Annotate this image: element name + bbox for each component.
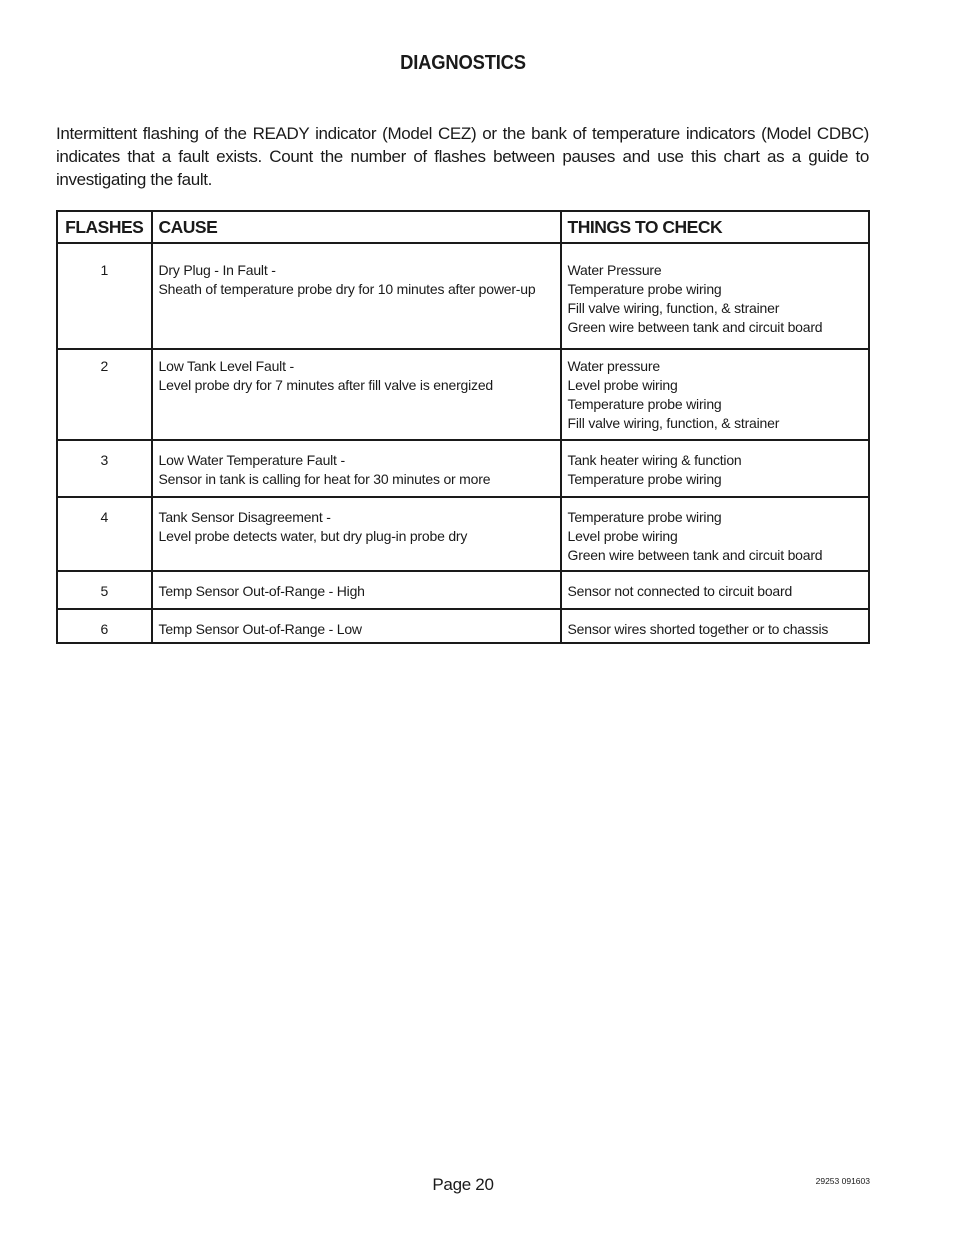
check-cell [561,440,869,497]
cause-line: Sensor in tank is calling for heat for 30 minutes or more [158,471,491,487]
check-line: Temperature probe wiring [567,396,722,412]
check-line: Green wire between tank and circuit board [567,547,823,563]
flashes-cell [57,497,152,571]
flashes-cell [57,349,152,440]
table-row [57,349,869,440]
cause-cell [152,440,561,497]
cause-line: Tank Sensor Disagreement - [158,509,331,525]
check-line: Water Pressure [567,262,662,278]
check-line: Sensor not connected to circuit board [567,583,793,599]
header-things-to-check: THINGS TO CHECK [561,211,869,243]
page-title: DIAGNOSTICS [400,52,526,74]
cause-cell [152,571,561,609]
table-row [57,243,869,349]
table-header-row [57,211,869,243]
cause-line: Dry Plug - In Fault - [158,262,276,278]
flashes-cell [57,609,152,643]
cause-line: Level probe dry for 7 minutes after fill valve is energized [158,377,493,393]
check-line: Temperature probe wiring [567,281,722,297]
cause-line: Temp Sensor Out-of-Range - High [158,583,365,599]
check-line: Water pressure [567,358,660,374]
flashes-count: 4 [100,509,109,525]
header-flashes: FLASHES [57,211,152,243]
flashes-cell [57,243,152,349]
flashes-cell [57,440,152,497]
check-line: Level probe wiring [567,377,678,393]
cause-cell [152,497,561,571]
table-row [57,609,869,643]
check-cell [561,497,869,571]
check-line: Tank heater wiring & function [567,452,742,468]
check-line: Fill valve wiring, function, & strainer [567,300,780,316]
check-line: Temperature probe wiring [567,509,722,525]
check-cell [561,609,869,643]
flashes-count: 3 [100,452,109,468]
header-cause: CAUSE [152,211,561,243]
cause-line: Low Tank Level Fault - [158,358,294,374]
cause-line: Low Water Temperature Fault - [158,452,345,468]
page-number: Page 20 [432,1175,494,1194]
table-row [57,440,869,497]
cause-line: Sheath of temperature probe dry for 10 minutes after power-up [158,281,536,297]
diagnostics-table [56,210,870,644]
cause-cell [152,609,561,643]
cause-cell [152,243,561,349]
check-cell [561,349,869,440]
check-line: Level probe wiring [567,528,678,544]
table-row [57,571,869,609]
flashes-count: 5 [100,583,109,599]
check-line: Temperature probe wiring [567,471,722,487]
document-code: 29253 091603 [815,1176,870,1186]
check-cell [561,243,869,349]
check-line: Green wire between tank and circuit board [567,319,823,335]
flashes-count: 2 [100,358,109,374]
intro-paragraph: Intermittent flashing of the READY indicator (Model CEZ) or the bank of temperature indicators (Model CDBC) indicates that a fault exists. Count the number of flashes between pauses and use this chart as a guide to investigating the fault. [56,124,869,189]
cause-line: Temp Sensor Out-of-Range - Low [158,621,362,637]
flashes-cell [57,571,152,609]
flashes-count: 1 [100,262,109,278]
flashes-count: 6 [100,621,109,637]
check-cell [561,571,869,609]
check-line: Sensor wires shorted together or to chassis [567,621,829,637]
check-line: Fill valve wiring, function, & strainer [567,415,780,431]
table-row [57,497,869,571]
cause-cell [152,349,561,440]
cause-line: Level probe detects water, but dry plug-in probe dry [158,528,468,544]
